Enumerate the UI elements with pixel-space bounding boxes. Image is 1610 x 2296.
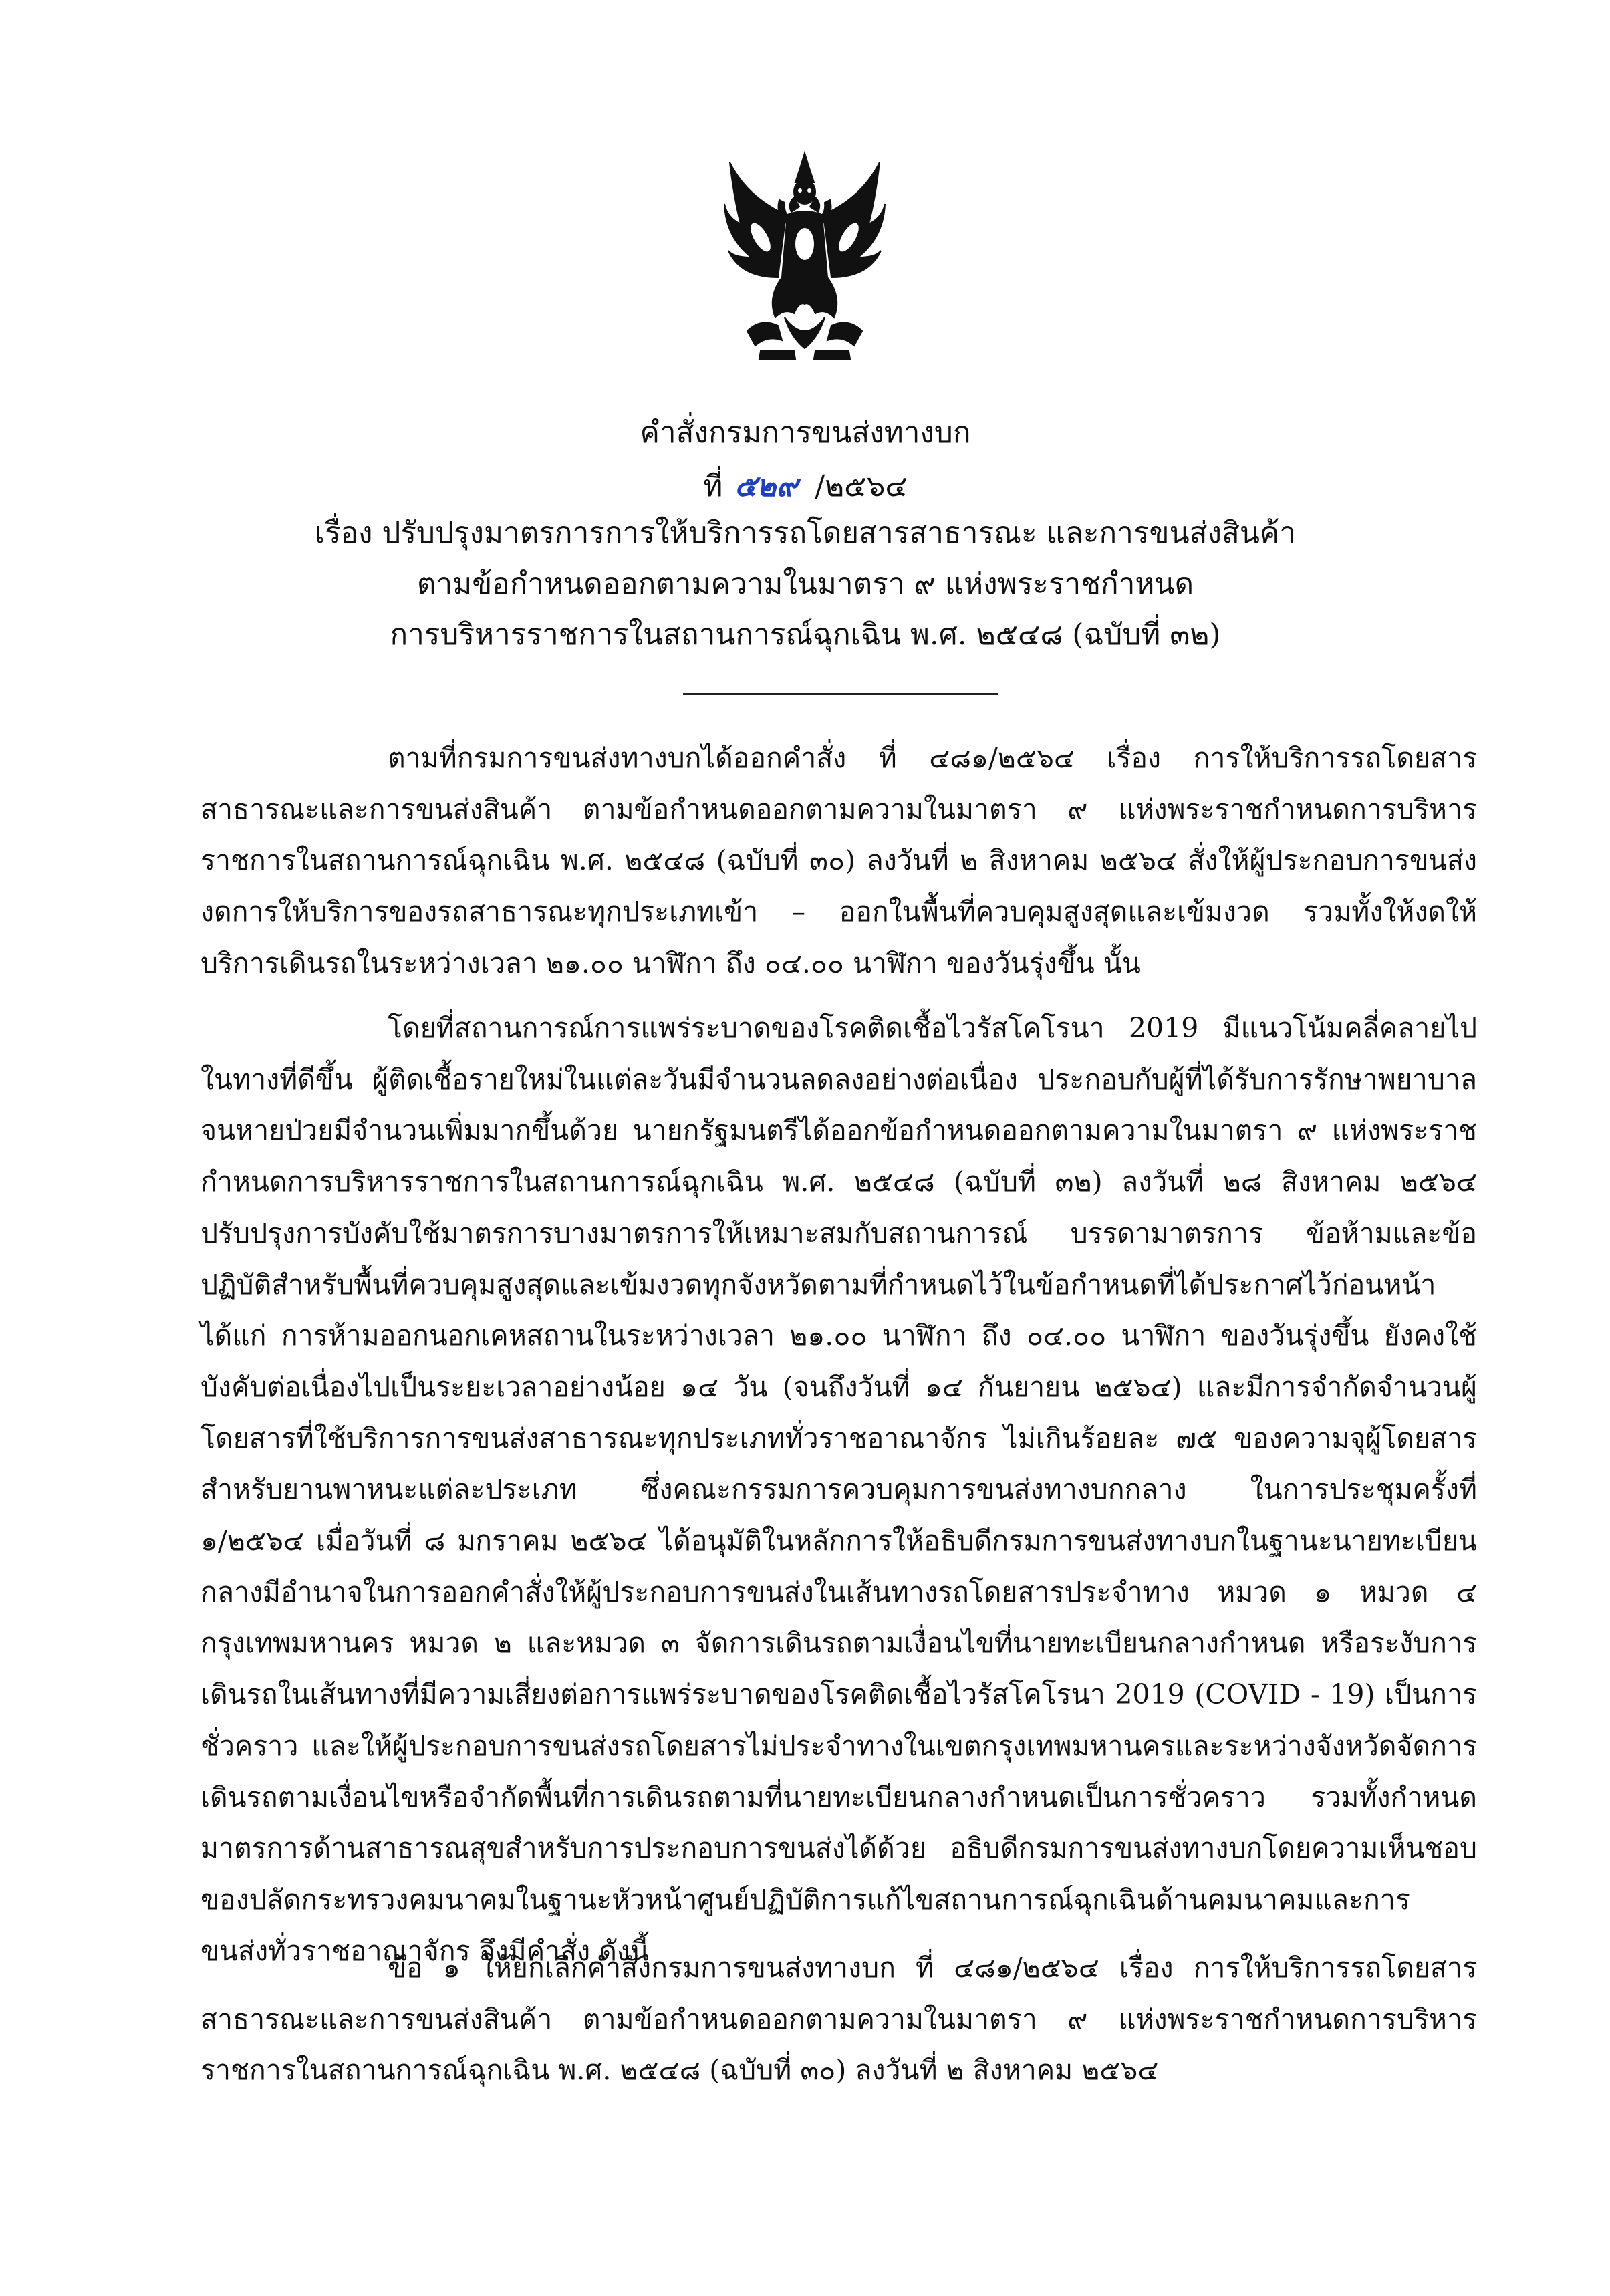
paragraph-text: โดยที่สถานการณ์การแพร่ระบาดของโรคติดเชื้อไวรัสโคโรนา 2019 มีแนวโน้มคลี่คลายไปในทางที่ดีขึ้น ผู้ติดเชื้อรายใหม่ในแต่ละวันมีจำนวนลดลงอย่างต่อเนื่อง ประกอบกับผู้ที่ได้รับการรักษาพยาบาลจนหายป่วยมีจำนวนเพิ่มมากขึ้นด้วย นายกรัฐมนตรีได้ออกข้อกำหนดออกตามความในมาตรา ๙ แห่งพระราชกำหนดการบริหารราชการในสถานการณ์ฉุกเฉิน พ.ศ. ๒๕๔๘ (ฉบับที่ ๓๒) ลงวันที่ ๒๘ สิงหาคม ๒๕๖๔ ปรับปรุงการบังคับใช้มาตรการบางมาตรการให้เหมาะสมกับสถานการณ์ บรรดามาตรการ ข้อห้ามและข้อปฏิบัติสำหรับพื้นที่ควบคุมสูงสุดและเข้มงวดทุกจังหวัดตามที่กำหนดไว้ในข้อกำหนดที่ได้ประกาศไว้ก่อนหน้า ได้แก่ การห้ามออกนอกเคหสถานในระหว่างเวลา ๒๑.๐๐ นาฬิกา ถึง ๐๔.๐๐ นาฬิกา ของวันรุ่งขึ้น ยังคงใช้บังคับต่อเนื่องไปเป็นระยะเวลาอย่างน้อย ๑๔ วัน (จนถึงวันที่ ๑๔ กันยายน ๒๕๖๔) และมีการจำกัดจำนวนผู้โดยสารที่ใช้บริการการขนส่งสาธารณะทุกประเภททั่วราชอาณาจักร ไม่เกินร้อยละ ๗๕ ของความจุผู้โดยสารสำหรับยานพาหนะแต่ละประเภท ซึ่งคณะกรรมการควบคุมการขนส่งทางบกกลาง ในการประชุมครั้งที่ ๑/๒๕๖๔ เมื่อวันที่ ๘ มกราคม ๒๕๖๔ ได้อนุมัติในหลักการให้อธิบดีกรมการขนส่งทางบกในฐานะนายทะเบียนกลางมีอำนาจในการออกคำสั่งให้ผู้ประกอบการขนส่งในเส้นทางรถโดยสารประจำทาง หมวด ๑ หมวด ๔ กรุงเทพมหานคร หมวด ๒ และหมวด ๓ จัดการเดินรถตามเงื่อนไขที่นายทะเบียนกลางกำหนด หรือระงับการเดินรถในเส้นทางที่มีความเสี่ยงต่อการแพร่ระบาดของโรคติดเชื้อไวรัสโคโรนา 2019 (COVID - 19) เป็นการชั่วคราว และให้ผู้ประกอบการขนส่งรถโดยสารไม่ประจำทางในเขตกรุงเทพมหานครและระหว่างจังหวัดจัดการเดินรถตามเงื่อนไขหรือจำกัดพื้นที่การเดินรถตามที่นายทะเบียนกลางกำหนดเป็นการชั่วคราว รวมทั้งกำหนดมาตรการด้านสาธารณสุขสำหรับการประกอบการขนส่งได้ด้วย อธิบดีกรมการขนส่งทางบกโดยความเห็นชอบของปลัดกระทรวงคมนาคมในฐานะหัวหน้าศูนย์ปฏิบัติการแก้ไขสถานการณ์ฉุกเฉินด้านคมนาคมและการขนส่งทั่วราชอาณาจักร จึงมีคำสั่ง ดังนี้ xyxy=(200,1012,1477,1967)
header-divider xyxy=(683,693,998,695)
number-suffix: /๒๕๖๔ xyxy=(815,469,908,503)
paragraph-background xyxy=(200,733,1477,989)
paragraph-clause-1 xyxy=(200,1942,1477,2096)
paragraph-reasoning xyxy=(200,1003,1477,1976)
subject-line: เรื่อง ปรับปรุงมาตรการการให้บริการรถโดยสารสาธารณะ และการขนส่งสินค้า xyxy=(314,516,1297,550)
garuda-emblem-icon xyxy=(720,150,889,371)
document-title: คำสั่งกรมการขนส่งทางบก xyxy=(640,416,971,450)
paragraph-text: ข้อ ๑ ให้ยกเลิกคำสั่งกรมการขนส่งทางบก ที่ ๔๘๑/๒๕๖๔ เรื่อง การให้บริการรถโดยสารสาธารณะและการขนส่งสินค้า ตามข้อกำหนดออกตามความในมาตรา ๙ แห่งพระราชกำหนดการบริหารราชการในสถานการณ์ฉุกเฉิน พ.ศ. ๒๕๔๘ (ฉบับที่ ๓๐) ลงวันที่ ๒ สิงหาคม ๒๕๖๔ xyxy=(200,1952,1477,2087)
subject-line: การบริหารราชการในสถานการณ์ฉุกเฉิน พ.ศ. ๒๕๔๘ (ฉบับที่ ๓๒) xyxy=(390,618,1221,652)
subject-line: ตามข้อกำหนดออกตามความในมาตรา ๙ แห่งพระราชกำหนด xyxy=(416,567,1194,601)
order-number xyxy=(200,461,1410,512)
handwritten-number xyxy=(732,467,805,504)
paragraph-text: ตามที่กรมการขนส่งทางบกได้ออกคำสั่ง ที่ ๔๘๑/๒๕๖๔ เรื่อง การให้บริการรถโดยสารสาธารณะและการขนส่งสินค้า ตามข้อกำหนดออกตามความในมาตรา ๙ แห่งพระราชกำหนดการบริหารราชการในสถานการณ์ฉุกเฉิน พ.ศ. ๒๕๔๘ (ฉบับที่ ๓๐) ลงวันที่ ๒ สิงหาคม ๒๕๖๔ สั่งให้ผู้ประกอบการขนส่งงดการให้บริการของรถสาธารณะทุกประเภทเข้า – ออกในพื้นที่ควบคุมสูงสุดและเข้มงวด รวมทั้งให้งดให้บริการเดินรถในระหว่างเวลา ๒๑.๐๐ นาฬิกา ถึง ๐๔.๐๐ นาฬิกา ของวันรุ่งขึ้น นั้น xyxy=(200,742,1477,979)
number-prefix: ที่ xyxy=(703,469,723,503)
subject-block xyxy=(200,508,1410,660)
svg-text:๕๒๙: ๕๒๙ xyxy=(734,469,798,503)
